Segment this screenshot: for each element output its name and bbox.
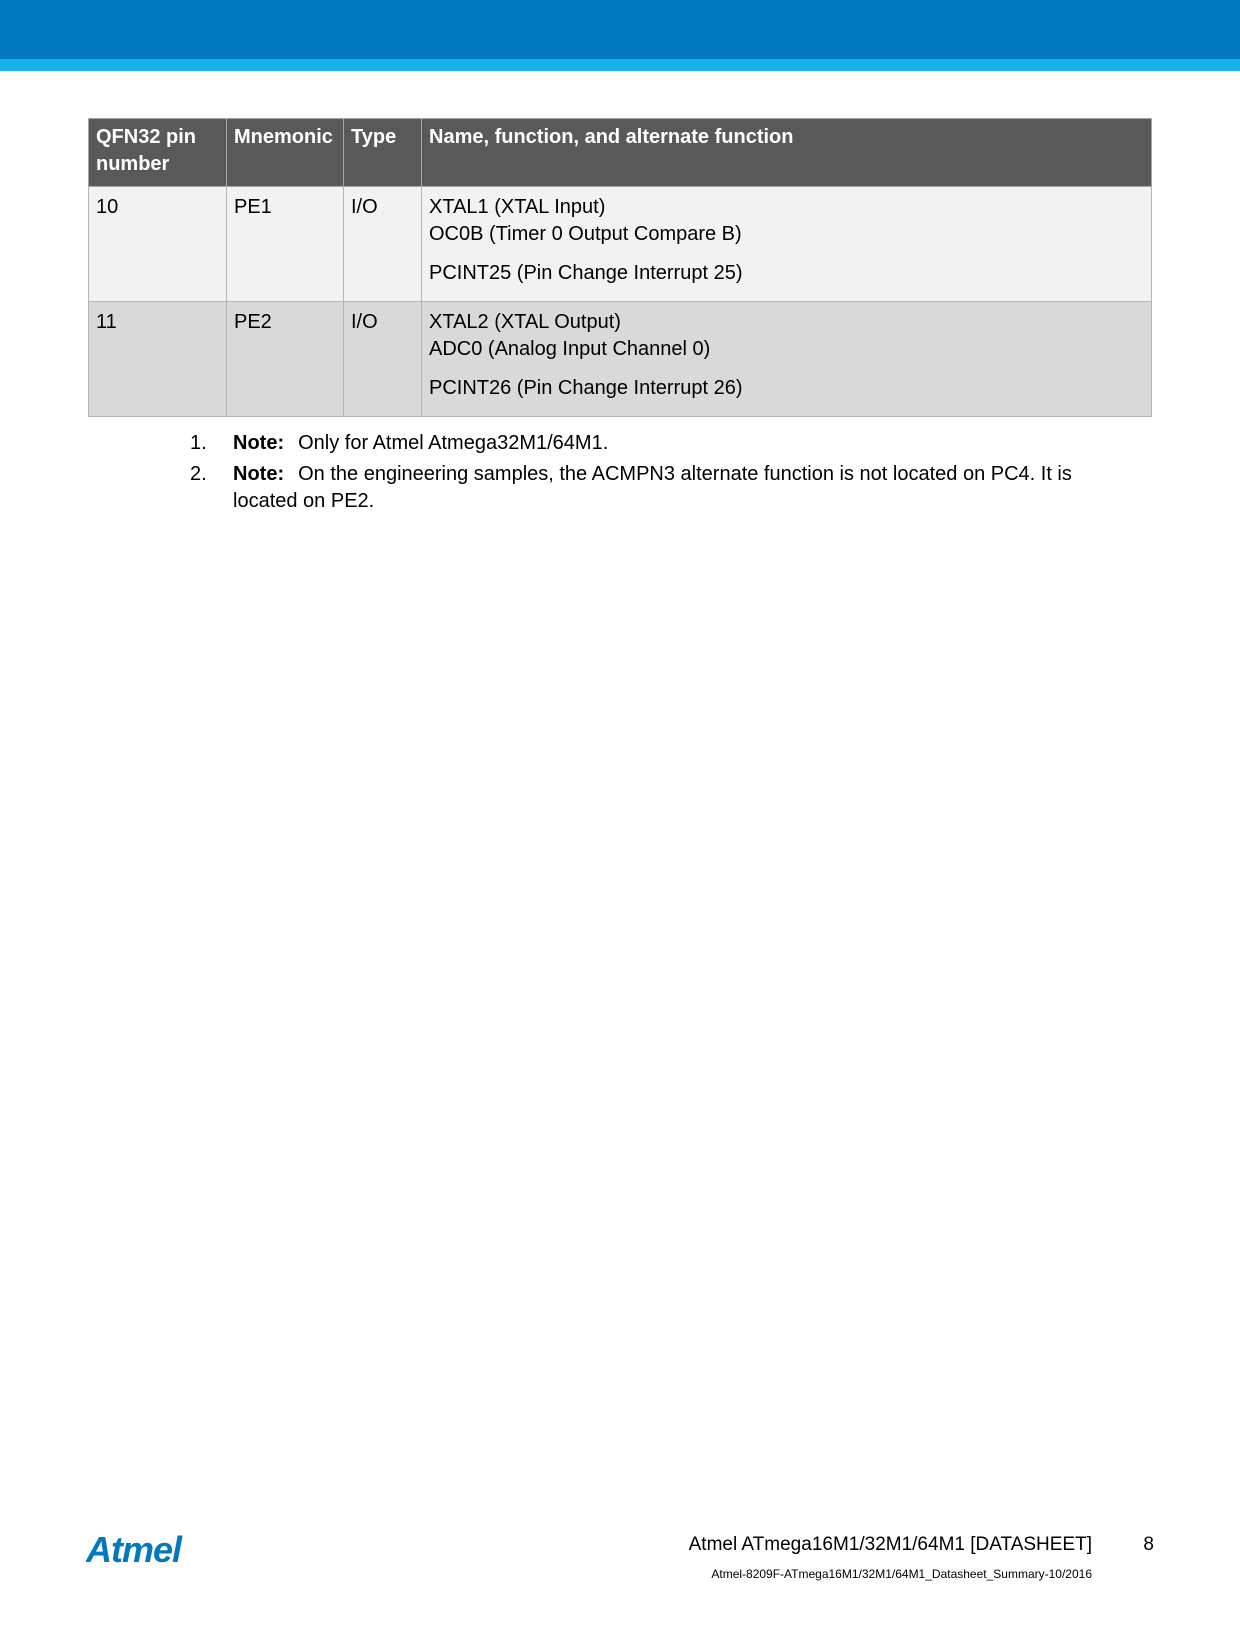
header-bar <box>0 0 1240 59</box>
note-label: Note: <box>233 463 285 485</box>
cell-mnemonic: PE2 <box>227 302 344 417</box>
header-function: Name, function, and alternate function <box>422 119 1152 187</box>
cell-pin: 11 <box>89 302 227 417</box>
table-row <box>89 302 1152 417</box>
note-number: 2. <box>190 463 207 485</box>
cell-pin: 10 <box>89 187 227 302</box>
function-line: PCINT26 (Pin Change Interrupt 26) <box>429 377 743 399</box>
footer-document-id: Atmel-8209F-ATmega16M1/32M1/64M1_Datasheet_Summary-10/2016 <box>711 1567 1092 1581</box>
page-number: 8 <box>1143 1534 1154 1555</box>
note-label: Note: <box>233 432 285 454</box>
cell-functions <box>422 187 1152 302</box>
function-line: OC0B (Timer 0 Output Compare B) <box>429 223 742 245</box>
atmel-logo-text: Atmel <box>86 1530 182 1570</box>
table-header-row <box>89 119 1152 187</box>
header-pin-number: QFN32 pin number <box>89 119 227 187</box>
cell-mnemonic: PE1 <box>227 187 344 302</box>
note-text: Only for Atmel Atmega32M1/64M1. <box>298 432 609 454</box>
table-row <box>89 187 1152 302</box>
function-line: XTAL2 (XTAL Output) <box>429 311 621 333</box>
note-item <box>190 430 1120 457</box>
note-text: On the engineering samples, the ACMPN3 alternate function is not located on PC4. It is located on PE2. <box>233 463 1072 512</box>
note-item <box>190 461 1120 515</box>
cell-functions <box>422 302 1152 417</box>
function-line: PCINT25 (Pin Change Interrupt 25) <box>429 262 743 284</box>
cell-type: I/O <box>344 187 422 302</box>
footer-document-title: Atmel ATmega16M1/32M1/64M1 [DATASHEET] <box>688 1534 1092 1555</box>
note-number: 1. <box>190 432 207 454</box>
function-line: ADC0 (Analog Input Channel 0) <box>429 338 711 360</box>
atmel-logo <box>86 1530 210 1570</box>
header-mnemonic: Mnemonic <box>227 119 344 187</box>
header-stripe <box>0 59 1240 71</box>
cell-type: I/O <box>344 302 422 417</box>
table-notes <box>190 430 1120 519</box>
header-type: Type <box>344 119 422 187</box>
function-line: XTAL1 (XTAL Input) <box>429 196 606 218</box>
pin-description-table <box>88 118 1152 417</box>
